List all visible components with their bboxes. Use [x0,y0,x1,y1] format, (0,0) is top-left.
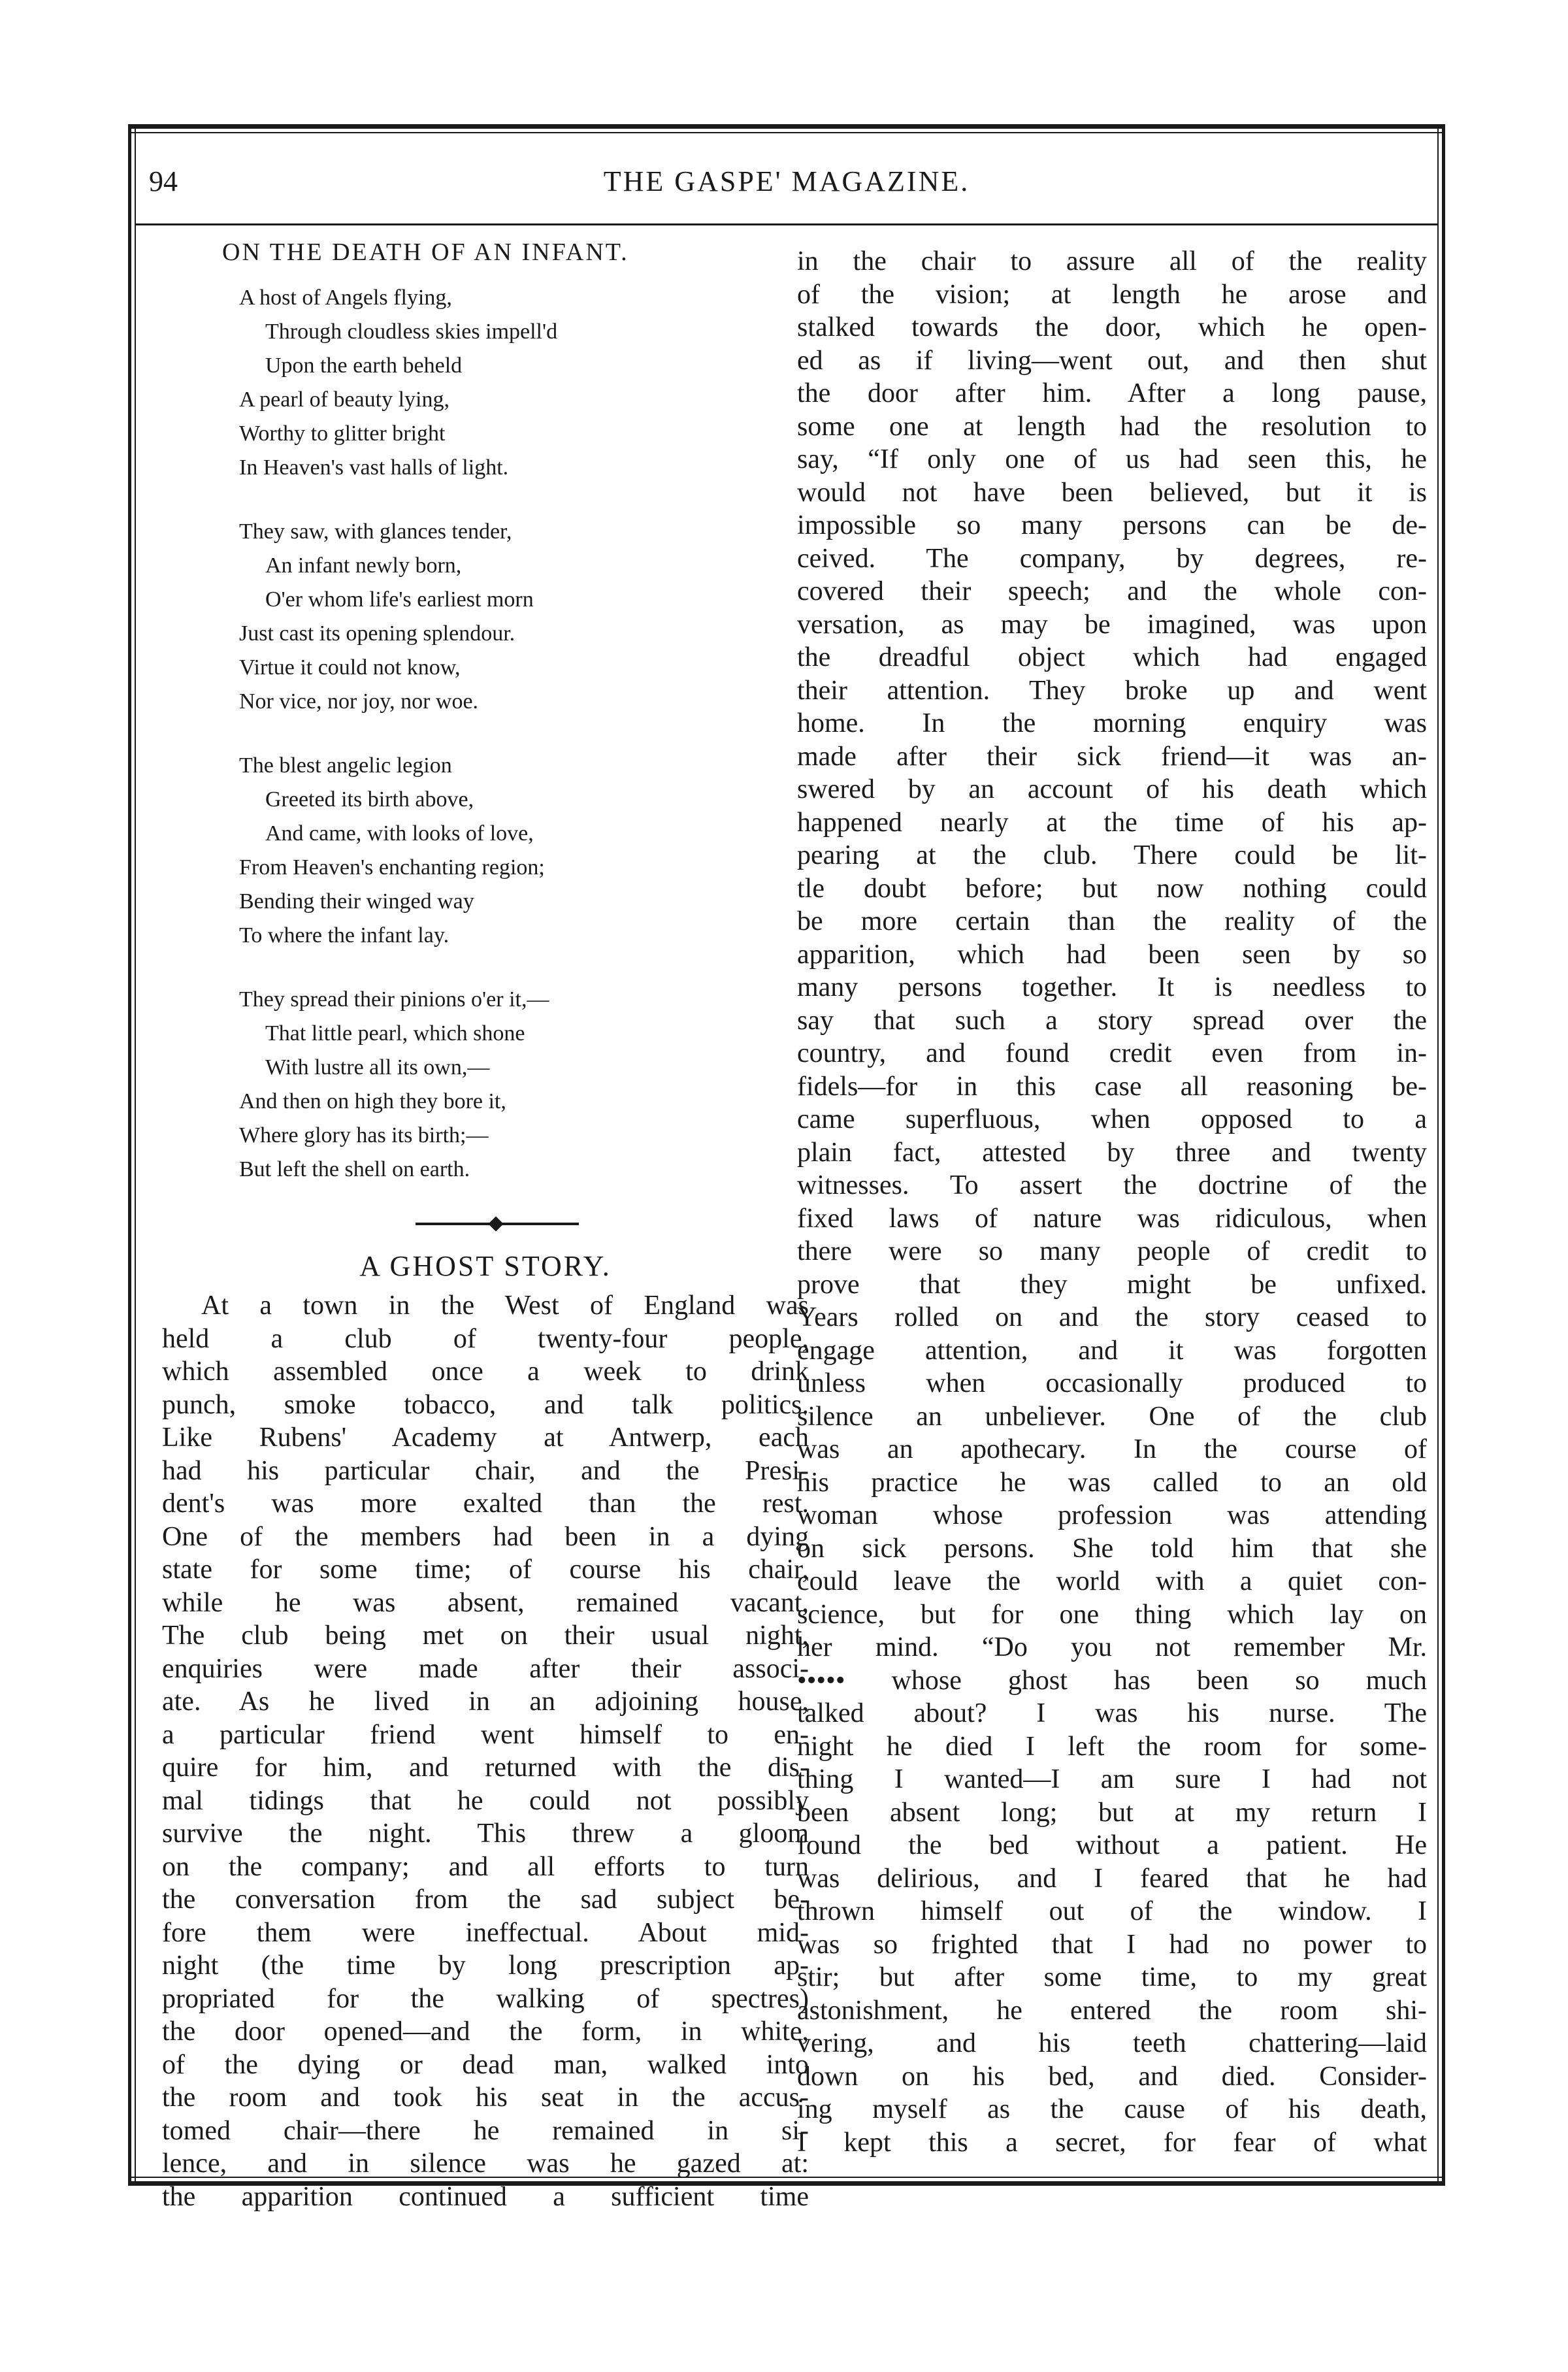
text-line: The club being met on their usual night, [162,1621,809,1651]
poem-line: That little pearl, which shone [265,1021,525,1046]
text-line: enquiries were made after their associ- [162,1653,809,1684]
text-line: ceived. The company, by degrees, re- [797,543,1427,574]
text-line: made after their sick friend—it was an- [797,741,1427,772]
text-line: her mind. “Do you not remember Mr. [797,1632,1427,1662]
text-line: many persons together. It is needless to [797,972,1427,1002]
text-line: a particular friend went himself to en- [162,1719,809,1750]
text-line: of the vision; at length he arose and [797,279,1427,310]
text-line: some one at length had the resolution to [797,411,1427,442]
border-left [128,124,131,2186]
poem-line: An infant newly born, [265,553,462,578]
text-line: his practice he was called to an old [797,1467,1427,1498]
poem-line: A host of Angels flying, [239,286,452,310]
poem-line: Nor vice, nor joy, nor woe. [239,689,479,714]
text-line: impossible so many persons can be de- [797,510,1427,540]
text-line: apparition, which had been seen by so [797,939,1427,970]
story-text-right [797,245,1427,2159]
poem-line: And then on high they bore it, [239,1089,506,1113]
text-line: stalked towards the door, which he open- [797,312,1427,342]
text-line: down on his bed, and died. Consider- [797,2061,1427,2092]
text-line: science, but for one thing which lay on [797,1599,1427,1630]
text-line: tle doubt before; but now nothing could [797,873,1427,904]
story-title: A GHOST STORY. [359,1250,612,1282]
poem-body [162,281,809,1187]
border-right-inner [1437,124,1439,2186]
text-line: had his particular chair, and the Presi- [162,1455,809,1486]
text-line: pearing at the club. There could be lit- [797,840,1427,870]
text-line: vering, and his teeth chattering—laid [797,2028,1427,2058]
text-line: in the chair to assure all of the reality [797,246,1427,276]
poem-line: Greeted its birth above, [265,787,474,812]
text-line: covered their speech; and the whole con- [797,576,1427,606]
text-line: state for some time; of course his chair, [162,1555,809,1585]
text-line: ate. As he lived in an adjoining house, [162,1687,809,1717]
left-column [162,238,809,2213]
border-top [128,124,1445,129]
text-line: I kept this a secret, for fear of what [797,2127,1427,2158]
text-line: could leave the world with a quiet con- [797,1566,1427,1596]
poem-line: Upon the earth beheld [265,354,463,378]
text-line: Like Rubens' Academy at Antwerp, each [162,1423,809,1453]
text-line: would not have been believed, but it is [797,477,1427,508]
text-line: of the dying or dead man, walked into [162,2049,809,2080]
poem-line: Virtue it could not know, [239,655,461,680]
text-line: night (the time by long prescription ap- [162,1951,809,1981]
text-line: talked about? I was his nurse. The [797,1698,1427,1728]
poem-stanza [239,749,809,953]
text-line: thrown himself out of the window. I [797,1896,1427,1926]
text-line: survive the night. This threw a gloom [162,1819,809,1849]
poem-line: They spread their pinions o'er it,— [239,987,549,1012]
text-line: swered by an account of his death which [797,774,1427,804]
poem-stanza [239,281,809,485]
text-line: been absent long; but at my return I [797,1797,1427,1828]
text-line: ing myself as the cause of his death, [797,2094,1427,2124]
text-line: the apparition continued a sufficient time [162,2181,809,2212]
text-line: astonishment, he entered the room shi- [797,1995,1427,2026]
text-line: the door opened—and the form, in white, [162,2017,809,2047]
text-line: fixed laws of nature was ridiculous, when [797,1203,1427,1234]
text-line: ••••• whose ghost has been so much [797,1665,1427,1696]
text-line: be more certain than the reality of the [797,906,1427,936]
text-line: the dreadful object which had engaged [797,642,1427,672]
poem-line: Where glory has its birth;— [239,1123,489,1147]
text-line: their attention. They broke up and went [797,675,1427,706]
text-line: say that such a story spread over the [797,1005,1427,1036]
text-line: found the bed without a patient. He [797,1830,1427,1860]
text-line: on the company; and all efforts to turn [162,1851,809,1882]
page-frame [128,124,1445,2212]
story-text-left [162,1289,809,2213]
poem-line: But left the shell on earth. [239,1157,470,1181]
text-line: woman whose profession was attending [797,1500,1427,1530]
text-line: was an apothecary. In the course of [797,1434,1427,1464]
text-line: on sick persons. She told him that she [797,1533,1427,1564]
text-line: dent's was more exalted than the rest. [162,1489,809,1519]
text-line: thing I wanted—I am sure I had not [797,1764,1427,1794]
poem-line: To where the infant lay. [239,923,449,947]
text-line: engage attention, and it was forgotten [797,1335,1427,1366]
text-line: which assembled once a week to drink [162,1357,809,1387]
poem-title: ON THE DEATH OF AN INFANT. [222,239,629,266]
text-line: came superfluous, when opposed to a [797,1104,1427,1134]
poem-line: Bending their winged way [239,889,474,914]
poem-stanza [239,983,809,1187]
section-ornament [416,1217,579,1231]
text-line: prove that they might be unfixed. [797,1269,1427,1300]
poem-line: A pearl of beauty lying, [239,387,449,412]
text-line: there were so many people of credit to [797,1236,1427,1266]
poem-line: Through cloudless skies impell'd [265,320,558,344]
text-line: propriated for the walking of spectres) [162,1983,809,2014]
poem-line: And came, with looks of love, [265,821,534,846]
text-line: happened nearly at the time of his ap- [797,807,1427,838]
text-line: lence, and in silence was he gazed at: [162,2149,809,2179]
diamond-icon [488,1216,503,1231]
border-top-inner [128,132,1445,133]
text-line: punch, smoke tobacco, and talk politics. [162,1389,809,1420]
text-line: the conversation from the sad subject be- [162,1885,809,1915]
text-line: fore them were ineffectual. About mid- [162,1917,809,1948]
border-right [1442,124,1445,2186]
text-line: was delirious, and I feared that he had [797,1863,1427,1894]
poem-line: With lustre all its own,— [265,1055,490,1079]
right-column [797,245,1427,2159]
text-line: mal tidings that he could not possibly [162,1785,809,1816]
text-line: versation, as may be imagined, was upon [797,609,1427,640]
poem-stanza [239,515,809,719]
poem-line: O'er whom life's earliest morn [265,587,534,612]
text-line: witnesses. To assert the doctrine of the [797,1170,1427,1200]
poem-line: They saw, with glances tender, [239,519,512,544]
text-line: silence an unbeliever. One of the club [797,1401,1427,1432]
poem-line: In Heaven's vast halls of light. [239,455,509,480]
text-line: country, and found credit even from in- [797,1038,1427,1068]
text-line: ed as if living—went out, and then shut [797,345,1427,376]
text-line: tomed chair—there he remained in si- [162,2115,809,2146]
header-rule [136,223,1437,225]
text-line: stir; but after some time, to my great [797,1962,1427,1992]
poem-line: Just cast its opening splendour. [239,621,515,646]
page-number: 94 [149,165,178,197]
poem-line: Worthy to glitter bright [239,421,446,446]
text-line: quire for him, and returned with the dis- [162,1753,809,1783]
poem-line: From Heaven's enchanting region; [239,855,545,880]
poem-line: The blest angelic legion [239,753,452,778]
text-line: the door after him. After a long pause, [797,378,1427,408]
text-line: At a town in the West of England was [201,1291,809,1321]
text-line: Years rolled on and the story ceased to [797,1302,1427,1332]
text-line: home. In the morning enquiry was [797,708,1427,738]
text-line: say, “If only one of us had seen this, he [797,444,1427,474]
border-left-inner [135,124,136,2186]
text-line: fidels—for in this case all reasoning be- [797,1071,1427,1102]
text-line: plain fact, attested by three and twenty [797,1137,1427,1168]
text-line: One of the members had been in a dying [162,1521,809,1552]
running-head: THE GASPE' MAGAZINE. [603,165,970,197]
text-line: unless when occasionally produced to [797,1368,1427,1398]
text-line: night he died I left the room for some- [797,1731,1427,1762]
text-line: held a club of twenty-four people, [162,1323,809,1354]
text-line: the room and took his seat in the accus- [162,2083,809,2113]
text-line: while he was absent, remained vacant, [162,1587,809,1618]
text-line: was so frighted that I had no power to [797,1929,1427,1960]
